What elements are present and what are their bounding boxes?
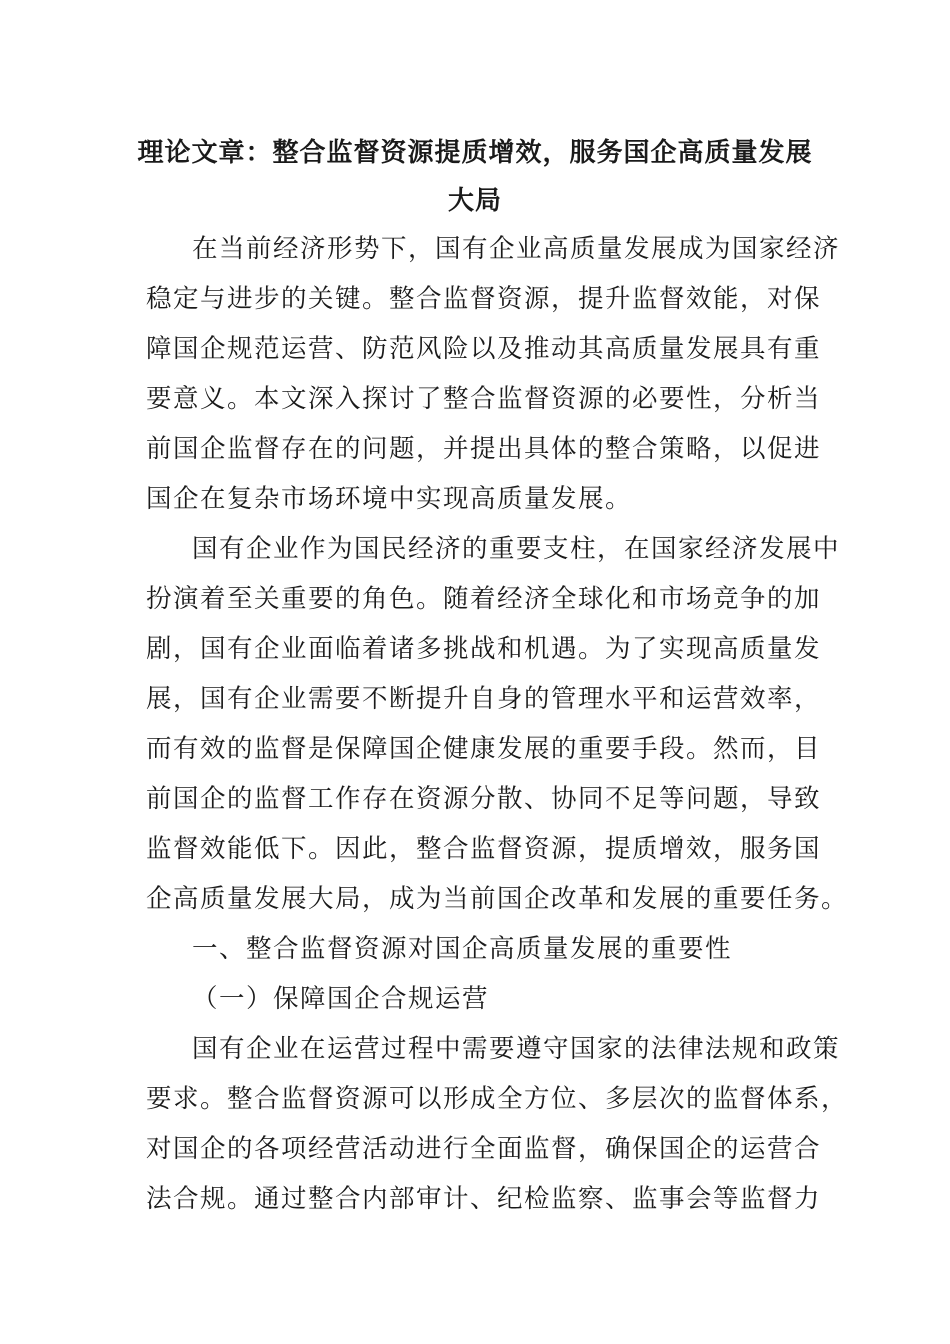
document-title-line-1: 理论文章：整合监督资源提质增效，服务国企高质量发展 [137,138,813,168]
paragraph-intro [146,224,841,524]
paragraph-line: 要求。整合监督资源可以形成全方位、多层次的监督体系， [146,1084,849,1114]
paragraph-line: 监督效能低下。因此，整合监督资源，提质增效，服务国 [146,834,822,864]
paragraph-line: 扮演着至关重要的角色。随着经济全球化和市场竞争的加 [146,584,822,614]
paragraph-line: 对国企的各项经营活动进行全面监督，确保国企的运营合 [146,1134,822,1164]
paragraph-line: 企高质量发展大局，成为当前国企改革和发展的重要任务。 [146,884,849,914]
paragraph-line: 障国企规范运营、防范风险以及推动其高质量发展具有重 [146,334,822,364]
paragraph-line: 前国企的监督工作存在资源分散、协同不足等问题，导致 [146,784,822,814]
paragraph-line: 展，国有企业需要不断提升自身的管理水平和运营效率， [146,684,822,714]
paragraph-line: 前国企监督存在的问题，并提出具体的整合策略，以促进 [146,434,822,464]
paragraph-line: 要意义。本文深入探讨了整合监督资源的必要性，分析当 [146,384,822,414]
heading-text: （一）保障国企合规运营 [192,984,490,1014]
paragraph-background [146,524,849,924]
heading-text: 一、整合监督资源对国企高质量发展的重要性 [192,934,733,964]
paragraph-line: 剧，国有企业面临着诸多挑战和机遇。为了实现高质量发 [146,634,822,664]
paragraph-line: 国有企业作为国民经济的重要支柱，在国家经济发展中 [192,534,841,564]
paragraph-line: 国企在复杂市场环境中实现高质量发展。 [146,484,633,514]
paragraph-compliance [146,1024,849,1224]
paragraph-line: 稳定与进步的关键。整合监督资源，提升监督效能，对保 [146,284,822,314]
document-title-line-2: 大局 [447,186,502,216]
paragraph-line: 而有效的监督是保障国企健康发展的重要手段。然而，目 [146,734,822,764]
paragraph-line: 在当前经济形势下，国有企业高质量发展成为国家经济 [192,234,841,264]
section-heading-1 [146,924,810,974]
paragraph-line: 法合规。通过整合内部审计、纪检监察、监事会等监督力 [146,1184,822,1214]
paragraph-line: 国有企业在运营过程中需要遵守国家的法律法规和政策 [192,1034,841,1064]
subsection-heading-1 [146,974,810,1024]
